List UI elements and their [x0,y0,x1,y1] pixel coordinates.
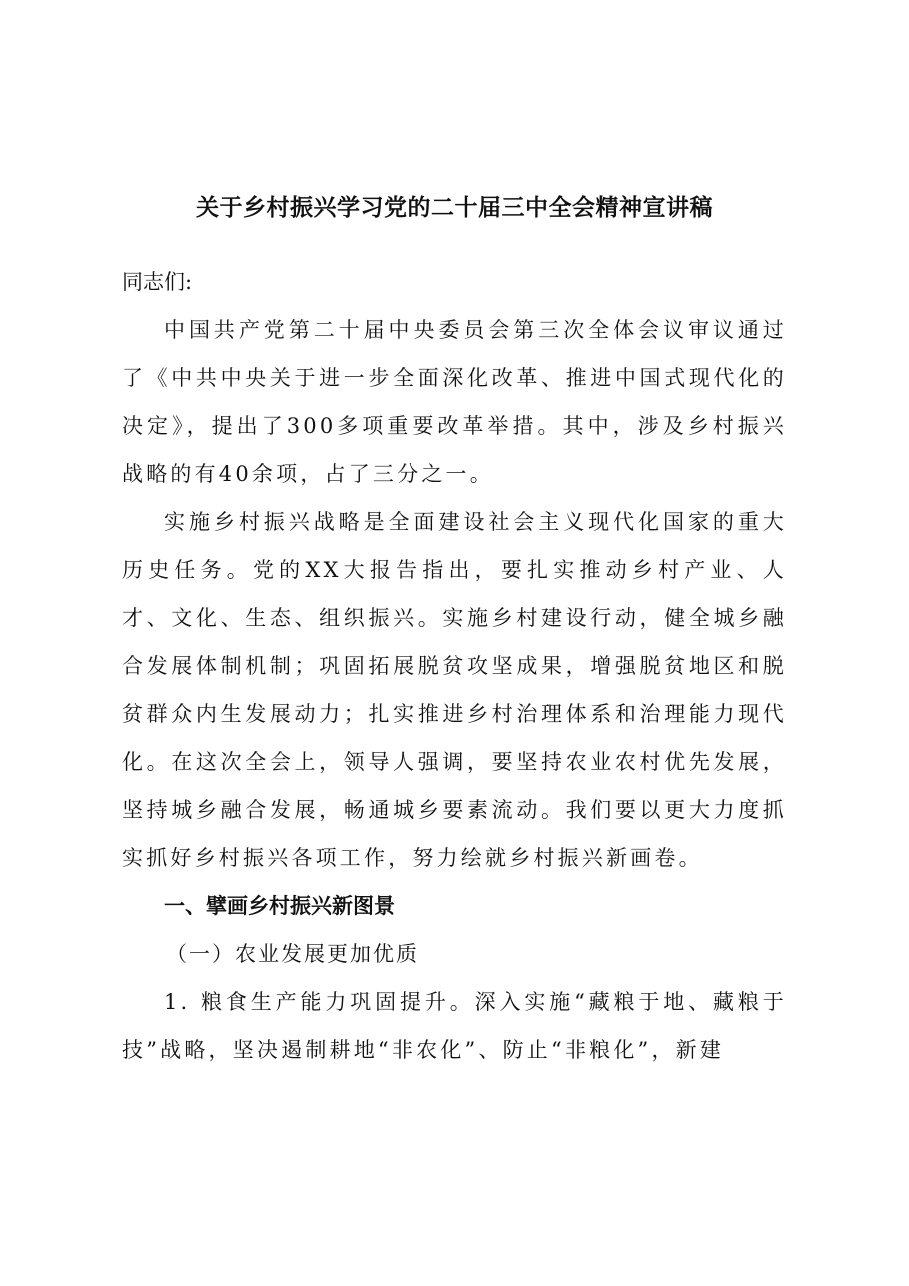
paragraph-strategy: 实施乡村振兴战略是全面建设社会主义现代化国家的重大历史任务。党的XX大报告指出，要扎实推动乡村产业、人才、文化、生态、组织振兴。实施乡村建设行动，健全城乡融合发展体制机制；巩固拓展脱贫攻坚成果，增强脱贫地区和脱贫群众内生发展动力；扎实推进乡村治理体系和治理能力现代化。在这次全会上，领导人强调，要坚持农业农村优先发展，坚持城乡融合发展，畅通城乡要素流动。我们要以更大力度抓实抓好乡村振兴各项工作，努力绘就乡村振兴新画卷。 [122,510,787,870]
section-heading: 一、擘画乡村振兴新图景 [164,894,395,918]
subsection-heading: （一）农业发展更加优质 [166,942,419,966]
document-body [122,188,787,1074]
item-paragraph: 1. 粮食生产能力巩固提升。深入实施“藏粮于地、藏粮于技”战略，坚决遏制耕地“非农化”、防止“非粮化”，新建 [122,990,787,1062]
salutation: 同志们: [122,270,193,294]
document-title: 关于乡村振兴学习党的二十届三中全会精神宣讲稿 [196,195,713,221]
paragraph-intro: 中国共产党第二十届中央委员会第三次全体会议审议通过了《中共中央关于进一步全面深化改革、推进中国式现代化的决定》，提出了300多项重要改革举措。其中，涉及乡村振兴战略的有40余项，占了三分之一。 [122,318,787,486]
